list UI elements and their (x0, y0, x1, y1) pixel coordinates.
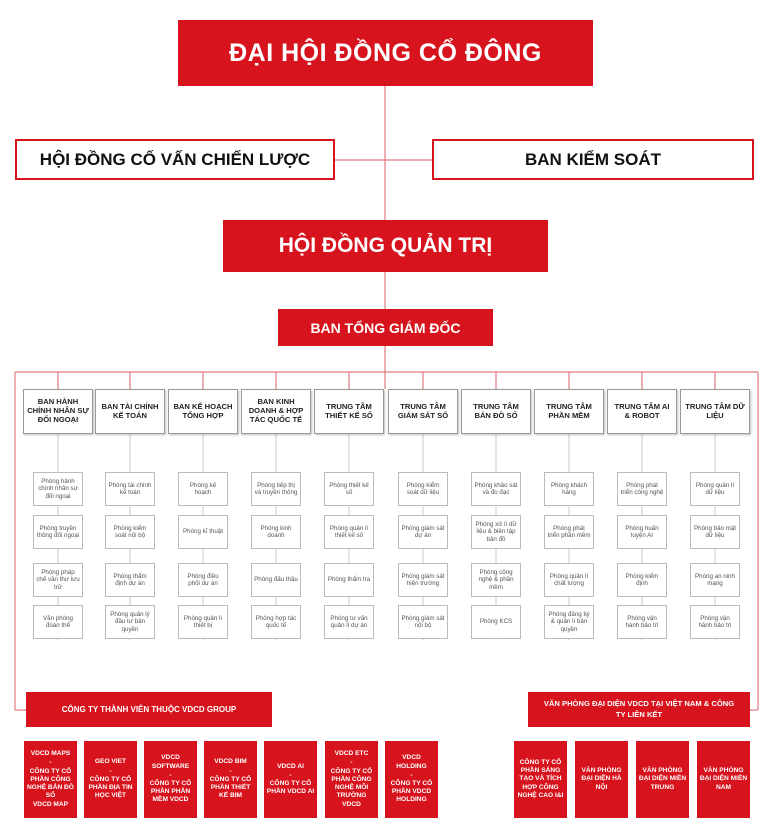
company-line: - (410, 771, 413, 779)
department-unit: Phòng huấn luyện AI (617, 515, 667, 549)
department-unit: Phòng pháp chế văn thư lưu trữ (33, 563, 83, 597)
department-unit: Phòng kĩ thuật (178, 515, 228, 549)
department-title: BAN KẾ HOẠCH TỔNG HỢP (168, 389, 238, 434)
department-unit: Phòng điều phối dự án (178, 563, 228, 597)
company-line: - (229, 767, 232, 775)
representative-group-header: VĂN PHÒNG ĐẠI DIỆN VDCD TẠI VIỆT NAM & CÔNG TY LIÊN KẾT (528, 692, 750, 727)
department-unit: Phòng bảo mật dữ liệu (690, 515, 740, 549)
department-unit: Phòng thiết kế số (324, 472, 374, 506)
company-line: CÔNG TY CỔ PHẦN PHẦN MỀM VDCD (149, 780, 192, 804)
department-unit: Phòng vận hành bảo trì (617, 605, 667, 639)
board-of-directors-box: HỘI ĐỒNG QUẢN TRỊ (223, 220, 548, 272)
department-unit: Phòng thẩm tra (324, 563, 374, 597)
department-unit: Phòng đăng ký & quản lí bản quyền (544, 605, 594, 639)
department-title: TRUNG TÂM DỮ LIỆU (680, 389, 750, 434)
company-line: VĂN PHÒNG ĐẠI DIỆN HÀ NỘI (581, 767, 622, 791)
department-unit: Phòng kế hoạch (178, 472, 228, 506)
member-company-box (264, 741, 317, 818)
company-line: - (109, 767, 112, 775)
department-unit: Phòng hợp tác quốc tế (251, 605, 301, 639)
department-title: BAN HÀNH CHÍNH NHÂN SỰ ĐỐI NGOẠI (23, 389, 93, 434)
company-line: CÔNG TY CỔ PHẦN SÁNG TẠO VÀ TÍCH HỢP CÔNG NGHỆ CAO I&I (517, 758, 564, 799)
rep-company-box (636, 741, 689, 818)
company-line: VDCD AI (277, 762, 304, 770)
department-unit: Phòng tài chính kế toán (105, 472, 155, 506)
company-line: VDCD BIM (214, 758, 247, 766)
executive-board-box: BAN TỔNG GIÁM ĐỐC (278, 309, 493, 346)
member-company-box (144, 741, 197, 818)
company-line: - (289, 771, 292, 779)
department-unit: Phòng kiểm soát dữ liệu (398, 472, 448, 506)
company-line: VDCD MAPS (30, 750, 71, 758)
company-line: CÔNG TY CỔ PHẦN CÔNG NGHỆ MÔI TRƯỜNG VDCD (330, 767, 373, 808)
department-title: TRUNG TÂM AI & ROBOT (607, 389, 677, 434)
member-company-box (325, 741, 378, 818)
department-unit: Phòng truyền thông đối ngoại (33, 515, 83, 549)
department-unit: Phòng phát triển công nghệ (617, 472, 667, 506)
department-unit: Phòng quản lí thiết kế số (324, 515, 374, 549)
general-meeting-box: ĐẠI HỘI ĐỒNG CỔ ĐÔNG (178, 20, 593, 86)
supervisory-board-box: BAN KIỂM SOÁT (432, 139, 754, 180)
department-unit: Phòng quản lí chất lượng (544, 563, 594, 597)
department-title: TRUNG TÂM PHẦN MỀM (534, 389, 604, 434)
department-unit: Phòng công nghệ & phần mềm (471, 563, 521, 597)
department-unit: Phòng khảo sát và đo đạc (471, 472, 521, 506)
rep-company-box (514, 741, 567, 818)
department-unit: Phòng giám sát dự án (398, 515, 448, 549)
department-unit: Phòng kiểm định (617, 563, 667, 597)
department-unit: Phòng thẩm định dự án (105, 563, 155, 597)
department-unit: Phòng quản lí dữ liệu (690, 472, 740, 506)
members-group-header: CÔNG TY THÀNH VIÊN THUỘC VDCD GROUP (26, 692, 272, 727)
department-unit: Phòng hành chính nhân sự đối ngoại (33, 472, 83, 506)
department-unit: Phòng kiểm soát nội bộ (105, 515, 155, 549)
department-title: BAN TÀI CHÍNH KẾ TOÁN (95, 389, 165, 434)
department-title: TRUNG TÂM BẢN ĐỒ SỐ (461, 389, 531, 434)
member-company-box (84, 741, 137, 818)
company-line: VDCD MAP (32, 800, 69, 808)
department-unit: Phòng vận hành bảo trì (690, 605, 740, 639)
member-company-box (385, 741, 438, 818)
company-line: VDCD SOFTWARE (151, 754, 190, 770)
department-unit: Phòng tiếp thị và truyền thông (251, 472, 301, 506)
company-line: CÔNG TY CỔ PHẦN CÔNG NGHỆ BẢN ĐỒ SỐ (27, 767, 74, 800)
department-unit: Văn phòng đoàn thể (33, 605, 83, 639)
company-line: - (169, 771, 172, 779)
department-unit: Phòng giám sát hiện trường (398, 563, 448, 597)
department-unit: Phòng quản lý đầu tư bản quyền (105, 605, 155, 639)
company-line: VĂN PHÒNG ĐẠI DIỆN MIỀN TRUNG (638, 767, 687, 791)
department-unit: Phòng KCS (471, 605, 521, 639)
department-unit: Phòng giám sát nội bộ (398, 605, 448, 639)
department-unit: Phòng đấu thầu (251, 563, 301, 597)
company-line: GEO VIET (94, 758, 127, 766)
department-title: TRUNG TÂM GIÁM SÁT SỐ (388, 389, 458, 434)
company-line: VDCD HOLDING (396, 754, 427, 770)
rep-company-box (575, 741, 628, 818)
department-unit: Phòng xử lí dữ liệu & biên tập bản đồ (471, 515, 521, 549)
member-company-box (24, 741, 77, 818)
department-unit: Phòng an ninh mạng (690, 563, 740, 597)
rep-company-box (697, 741, 750, 818)
company-line: - (350, 759, 353, 767)
department-unit: Phòng kinh doanh (251, 515, 301, 549)
department-title: TRUNG TÂM THIẾT KẾ SỐ (314, 389, 384, 434)
department-unit: Phòng khách hàng (544, 472, 594, 506)
company-line: CÔNG TY CỔ PHẦN THIẾT KẾ BIM (209, 775, 252, 800)
strategy-council-box: HỘI ĐỒNG CỐ VẤN CHIẾN LƯỢC (15, 139, 335, 180)
company-line: VDCD ETC (334, 750, 369, 758)
company-line: CÔNG TY CỔ PHẦN VDCD AI (266, 780, 315, 796)
company-line: CÔNG TY CỔ PHẦN VDCD HOLDING (390, 780, 433, 804)
department-unit: Phòng quản lí thiết bị (178, 605, 228, 639)
department-unit: Phòng phát triển phần mềm (544, 515, 594, 549)
department-title: BAN KINH DOANH & HỢP TÁC QUỐC TẾ (241, 389, 311, 434)
company-line: - (49, 759, 52, 767)
company-line: CÔNG TY CỔ PHẦN ĐỊA TIN HỌC VIỆT (88, 775, 133, 800)
member-company-box (204, 741, 257, 818)
department-unit: Phòng tư vấn quản lí dự án (324, 605, 374, 639)
company-line: VĂN PHÒNG ĐẠI DIỆN MIỀN NAM (699, 767, 748, 791)
